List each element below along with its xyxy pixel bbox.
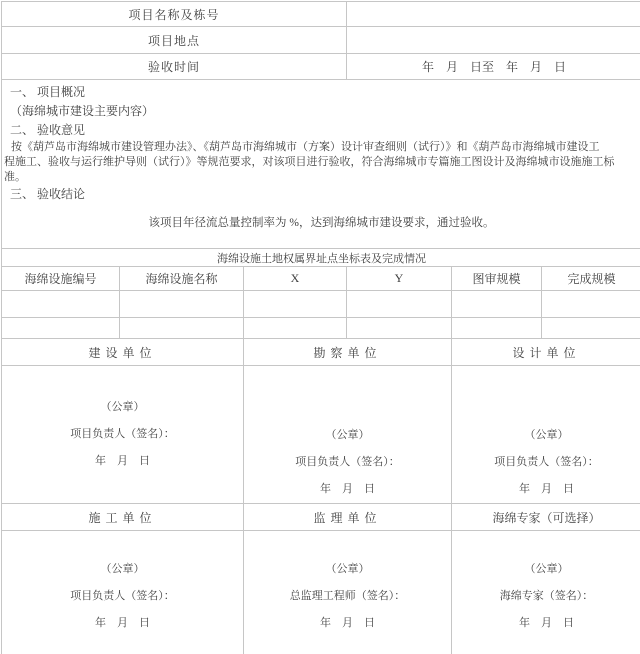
date-line: 年 月 日 — [519, 617, 574, 629]
overview-heading-3: 三、 验收结论 — [10, 187, 86, 201]
empty-cell — [347, 291, 452, 318]
opinion-line-2: 程施工、验收与运行维护导则（试行）》等规范要求，对该项目进行验收，符合海绵城市专篇施工图设计及海绵城市设施施工标 — [4, 156, 615, 168]
unit-label-construction: 建设单位 — [2, 339, 244, 366]
seal-line: （公章） — [524, 429, 569, 441]
acceptance-time-label: 验收时间 — [2, 54, 347, 80]
signature-row-2 — [2, 531, 640, 654]
coords-table-row — [2, 291, 640, 318]
unit-label-sponge-expert: 海绵专家（可选择） — [452, 504, 640, 531]
signature-row-1 — [2, 366, 640, 504]
empty-cell — [244, 318, 347, 339]
date-line: 年 月 日 — [95, 455, 150, 467]
col-header-y: Y — [347, 267, 452, 291]
spacer — [2, 531, 243, 556]
field-row-acceptance-time — [2, 54, 640, 80]
section-overview-row — [2, 80, 640, 249]
seal-line: （公章） — [100, 401, 145, 413]
date-line: 年 月 日 — [519, 483, 574, 495]
project-name-value — [347, 2, 640, 27]
section-overview-cell — [2, 80, 640, 249]
empty-cell — [2, 318, 120, 339]
col-header-review-scale: 图审规模 — [452, 267, 542, 291]
field-row-project-name — [2, 2, 640, 27]
seal-line: （公章） — [325, 429, 370, 441]
coords-table-title: 海绵设施土地权属界址点坐标表及完成情况 — [2, 249, 640, 267]
overview-note: （海绵城市建设主要内容） — [10, 104, 155, 118]
signer-line: 总监理工程师（签名）： — [289, 590, 406, 602]
unit-label-row-2 — [2, 504, 640, 531]
overview-heading-2: 二、 验收意见 — [10, 123, 86, 137]
overview-heading-1: 一、 项目概况 — [10, 85, 86, 99]
seal-line: （公章） — [100, 563, 145, 575]
empty-cell — [244, 291, 347, 318]
signer-line: 项目负责人（签名）： — [70, 428, 175, 440]
unit-label-row-1 — [2, 339, 640, 366]
date-line: 年 月 日 — [320, 617, 375, 629]
field-row-project-location — [2, 27, 640, 54]
empty-cell — [452, 318, 542, 339]
unit-label-supervision: 监理单位 — [244, 504, 452, 531]
col-header-facility-name: 海绵设施名称 — [120, 267, 244, 291]
spacer — [2, 366, 243, 394]
signature-block-design — [452, 366, 640, 504]
empty-cell — [542, 291, 640, 318]
empty-cell — [542, 318, 640, 339]
signature-block-supervision — [244, 531, 452, 654]
acceptance-time-value: 年 月 日至 年 月 日 — [347, 54, 640, 80]
coords-table-row — [2, 318, 640, 339]
seal-line: （公章） — [524, 563, 569, 575]
col-header-completed-scale: 完成规模 — [542, 267, 640, 291]
signer-line: 项目负责人（签名）： — [70, 590, 175, 602]
signature-block-survey — [244, 366, 452, 504]
empty-cell — [2, 291, 120, 318]
coords-table-title-row — [2, 249, 640, 267]
seal-line: （公章） — [325, 563, 370, 575]
signer-line: 海绵专家（签名）： — [499, 590, 594, 602]
empty-cell — [452, 291, 542, 318]
acceptance-form-table — [1, 1, 640, 654]
opinion-line-3: 准。 — [4, 171, 26, 183]
signer-line: 项目负责人（签名）： — [494, 456, 599, 468]
col-header-x: X — [244, 267, 347, 291]
spacer — [244, 366, 451, 422]
unit-label-design: 设计单位 — [452, 339, 640, 366]
col-header-facility-id: 海绵设施编号 — [2, 267, 120, 291]
project-location-value — [347, 27, 640, 54]
unit-label-contractor: 施工单位 — [2, 504, 244, 531]
signature-block-sponge-expert — [452, 531, 640, 654]
date-line: 年 月 日 — [320, 483, 375, 495]
signature-block-contractor — [2, 531, 244, 654]
spacer — [452, 366, 640, 422]
empty-cell — [347, 318, 452, 339]
project-location-label: 项目地点 — [2, 27, 347, 54]
opinion-line-1: 按《葫芦岛市海绵城市建设管理办法》、《葫芦岛市海绵城市（方案）设计审查细则（试行）》和《葫芦岛市海绵城市建设工 — [11, 141, 600, 153]
date-line: 年 月 日 — [95, 617, 150, 629]
project-name-label: 项目名称及栋号 — [2, 2, 347, 27]
conclusion-statement: 该项目年径流总量控制率为 %，达到海绵城市建设要求，通过验收。 — [148, 217, 495, 229]
spacer — [452, 531, 640, 556]
signer-line: 项目负责人（签名）： — [295, 456, 400, 468]
signature-block-construction — [2, 366, 244, 504]
empty-cell — [120, 318, 244, 339]
unit-label-survey: 勘察单位 — [244, 339, 452, 366]
empty-cell — [120, 291, 244, 318]
spacer — [244, 531, 451, 556]
coords-table-header-row — [2, 267, 640, 291]
